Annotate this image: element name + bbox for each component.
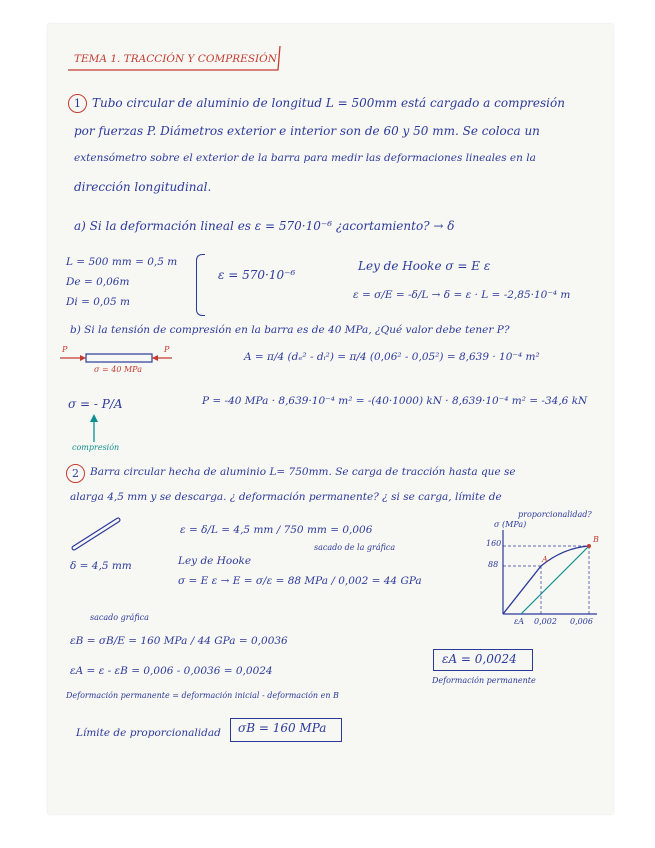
p2-limit-boxed: σB = 160 MPa [238, 721, 327, 735]
p2-eps-b: εB = σB/E = 160 MPa / 44 GPa = 0,0036 [70, 635, 288, 647]
compression-note: compresión [72, 443, 120, 452]
graph-ytick-160: 160 [486, 539, 502, 548]
p2-hooke-label: Ley de Hooke [178, 555, 252, 567]
title-frame [48, 24, 613, 84]
force-label-left: P [62, 345, 68, 354]
p1-statement-line-3: extensómetro sobre el exterior de la barra para medir las deformaciones lineales en la [74, 152, 536, 164]
p1a-given-length: L = 500 mm = 0,5 m [66, 256, 178, 268]
perm-def-label: Deformación permanente [432, 676, 536, 685]
bar-stress-label: σ = 40 MPa [94, 365, 142, 374]
p1a-given-di: Di = 0,05 m [66, 296, 130, 308]
p1a-question: a) Si la deformación lineal es ε = 570·10⁻⁶ ¿acortamiento? → δ [74, 219, 455, 233]
p2-eps-a-boxed: εA = 0,0024 [442, 652, 517, 666]
graph-point-a: A [542, 555, 548, 564]
p2-delta: δ = 4,5 mm [70, 560, 132, 572]
graph-point-b: B [593, 535, 599, 544]
page-title: TEMA 1. TRACCIÓN Y COMPRESIÓN [74, 53, 277, 65]
p2-statement-line-1: Barra circular hecha de aluminio L= 750mm. Se carga de tracción hasta que se [90, 466, 516, 478]
graph-xtick-0006: 0,006 [570, 617, 593, 626]
graph-ytick-88: 88 [488, 560, 499, 569]
p2-statement-line-2: alarga 4,5 mm y se descarga. ¿ deformación permanente? ¿ si se carga, límite de [70, 491, 502, 503]
graph-xtick-0002: 0,002 [534, 617, 557, 626]
p1-statement-line-2: por fuerzas P. Diámetros exterior e interior son de 60 y 50 mm. Se coloca un [74, 124, 540, 138]
p1b-question: b) Si la tensión de compresión en la barra es de 40 MPa, ¿Qué valor debe tener P? [70, 324, 510, 336]
p2-statement-line-3: proporcionalidad? [518, 510, 592, 519]
p1a-strain: ε = 570·10⁻⁶ [218, 268, 296, 282]
stress-strain-graph [493, 524, 603, 624]
p1a-solution: ε = σ/E = -δ/L → δ = ε · L = -2,85·10⁻⁴ m [353, 289, 571, 301]
force-label-right: P [164, 345, 170, 354]
note-from-graph: sacado de la gráfica [314, 543, 396, 552]
p1b-area: A = π/4 (dₑ² - dᵢ²) = π/4 (0,06² - 0,05²) = 8,639 · 10⁻⁴ m² [244, 351, 540, 363]
given-bracket [196, 254, 205, 316]
p1-statement-line-4: dirección longitudinal. [74, 180, 212, 194]
p1a-hooke-law: Ley de Hooke σ = E ε [358, 259, 491, 273]
p1b-force: P = -40 MPa · 8,639·10⁻⁴ m² = -(40·1000) kN · 8,639·10⁻⁴ m² = -34,6 kN [202, 395, 588, 407]
p1b-sigma: σ = - P/A [68, 397, 123, 411]
graph-ylabel: σ (MPa) [494, 520, 527, 529]
problem-2-number: 2 [66, 464, 85, 483]
bar-tension-diagram [70, 514, 130, 554]
p2-strain: ε = δ/L = 4,5 mm / 750 mm = 0,006 [180, 524, 373, 536]
arrow-up-icon [88, 414, 100, 444]
p2-eps-a: εA = ε - εB = 0,006 - 0,0036 = 0,0024 [70, 665, 273, 677]
graph-xtick-epsa: εA [514, 617, 525, 626]
notebook-page [48, 24, 613, 814]
perm-def-formula: Deformación permanente = deformación inicial - deformación en B [66, 691, 339, 700]
p1-statement-line-1: Tubo circular de aluminio de longitud L = 500mm está cargado a compresión [92, 96, 565, 110]
limit-label: Límite de proporcionalidad [76, 727, 221, 739]
p1a-given-de: De = 0,06m [66, 276, 130, 288]
p2-sigma-equation: σ = E ε → E = σ/ε = 88 MPa / 0,002 = 44 GPa [178, 575, 422, 587]
problem-1-number: 1 [68, 94, 87, 113]
note-graph-2: sacado gráfica [90, 613, 149, 622]
